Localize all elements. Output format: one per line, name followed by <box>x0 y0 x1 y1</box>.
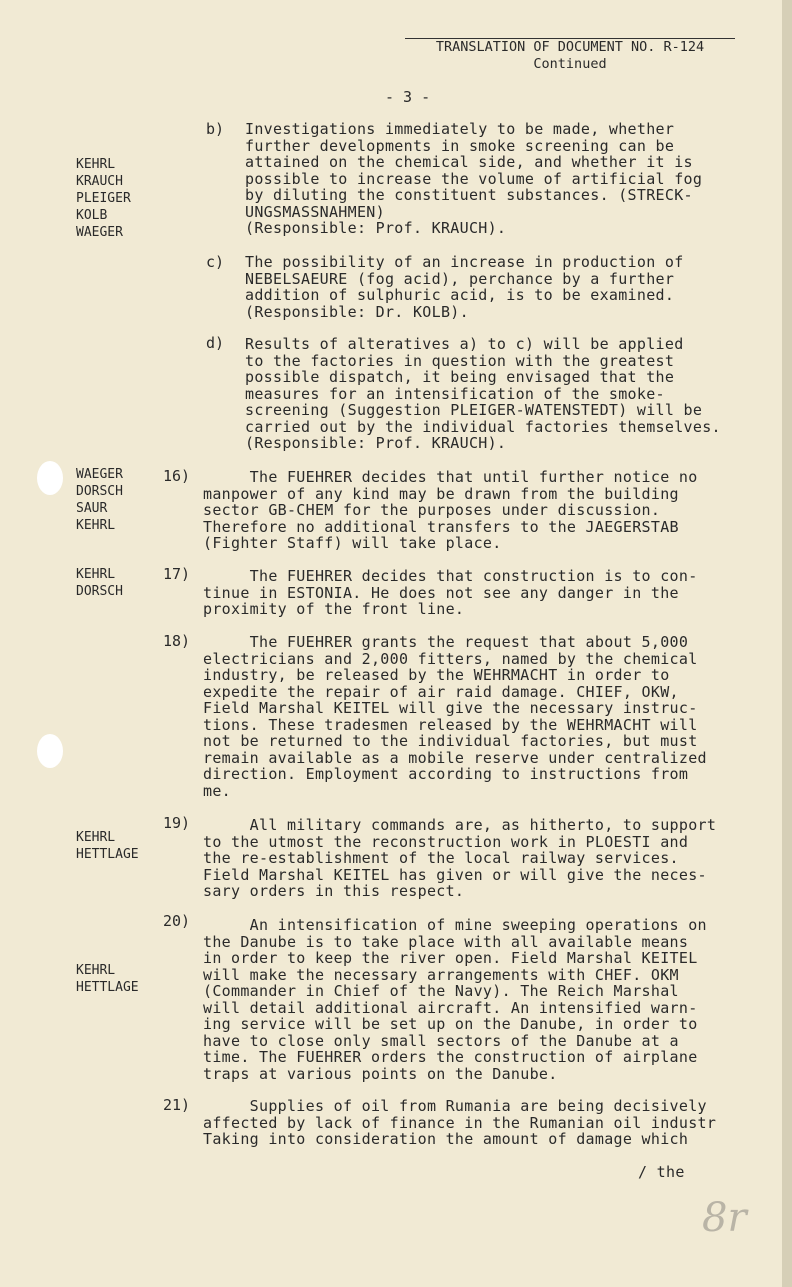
paragraph-text: Results of alteratives a) to c) will be applied to the factories in question with the greatest possible dispatch, it being envisaged that the measures for an intensification of the smoke- screening (Suggestion PLEIGER-WATENSTEDT) will be carried out by the individual factories themselves. (Responsible: Prof. KRAUCH). <box>245 335 721 452</box>
paragraph-text: The possibility of an increase in production of NEBELSAEURE (fog acid), perchance by a further addition of sulphuric acid, is to be examined. (Responsible: Dr. KOLB). <box>245 253 684 321</box>
document-header <box>405 38 735 73</box>
paragraph-text: Investigations immediately to be made, whether further developments in smoke screening can be attained on the chemical side, and whether it is possible to increase the volume of artificial fog by diluting the constituent substances. (STRECK- UNGSMASSNAHMEN) (Responsible: Prof. KRAUCH). <box>245 120 703 237</box>
responsible-names: KEHRL DORSCH <box>76 567 123 599</box>
continuation-text: / the <box>638 1163 685 1181</box>
responsible-names: KEHRL HETTLAGE <box>76 963 139 995</box>
item-marker: 18) <box>163 632 191 650</box>
responsible-names: KEHRL KRAUCH PLEIGER KOLB WAEGER <box>76 157 131 240</box>
paragraph-text: The FUEHRER decides that construction is to con- tinue in ESTONIA. He does not see any danger in the proximity of the front line. <box>203 567 698 618</box>
paragraph-text: All military commands are, as hitherto, to support to the utmost the reconstruction work in PLOESTI and the re-establishment of the local railway services. Field Marshal KEITEL has given or will give the neces- sary orders in this respect. <box>203 816 717 900</box>
item-marker: 17) <box>163 565 191 583</box>
paragraph-text: An intensification of mine sweeping operations on the Danube is to take place with all available means in order to keep the river open. Field Marshal KEITEL will make the necessary arrangements with CHEF. OKM (Commander in Chief of the Navy). The Reich Marshal will detail additional aircraft. An intensified warn- ing service will be set up on the Danube, in order to have to close only small sectors of the Danube at a time. The FUEHRER orders the construction of airplane traps at various points on the Danube. <box>203 916 707 1083</box>
punch-hole <box>37 734 63 768</box>
item-marker: b) <box>206 120 225 138</box>
item-marker: d) <box>206 334 225 352</box>
responsible-names: KEHRL HETTLAGE <box>76 830 139 862</box>
paragraph-text: The FUEHRER grants the request that about 5,000 electricians and 2,000 fitters, named by the chemical industry, be released by the WEHRMACHT in order to expedite the repair of air raid damage. CHIEF, OKW, Field Marshal KEITEL will give the necessary instruc- tions. These tradesmen released by the WEHRMACHT will not be returned to the individual factories, but must remain available as a mobile reserve under centralized direction. Employment according to instructions from me. <box>203 633 707 800</box>
item-marker: 16) <box>163 467 191 485</box>
item-marker: c) <box>206 253 225 271</box>
document-title: TRANSLATION OF DOCUMENT NO. R-124 <box>405 38 735 56</box>
paragraph-text: The FUEHRER decides that until further notice no manpower of any kind may be drawn from the building sector GB-CHEM for the purposes under discussion. Therefore no additional transfers to the JAEGERSTAB (Fighter Staff) will take place. <box>203 468 698 552</box>
page-number: - 3 - <box>385 88 431 106</box>
page-edge-shadow <box>782 0 792 1287</box>
item-marker: 20) <box>163 912 191 930</box>
item-marker: 19) <box>163 814 191 832</box>
handwritten-page-mark: 8r <box>702 1195 747 1241</box>
document-subtitle: Continued <box>533 56 607 72</box>
item-marker: 21) <box>163 1096 191 1114</box>
responsible-names: WAEGER DORSCH SAUR KEHRL <box>76 467 123 533</box>
paragraph-text: Supplies of oil from Rumania are being decisively affected by lack of finance in the Rumanian oil industr Taking into consideration the amount of damage which <box>203 1097 717 1148</box>
punch-hole <box>37 461 63 495</box>
